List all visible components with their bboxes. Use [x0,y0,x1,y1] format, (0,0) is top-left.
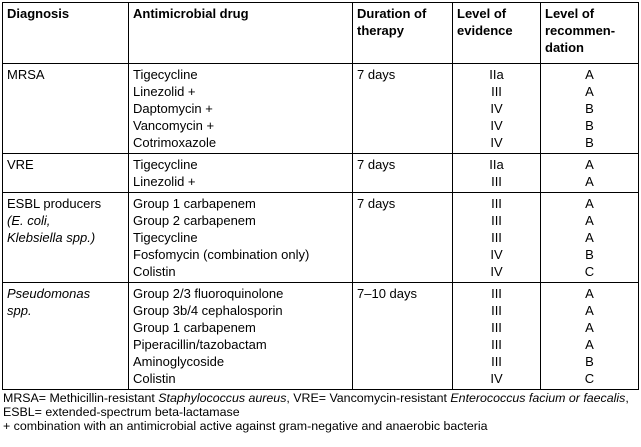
diagnosis-cell [3,154,129,193]
evidence-level: III [491,230,502,245]
drug-name: Tigecycline [133,157,198,172]
recommendation-cell [541,154,639,193]
evidence-level: IIa [489,157,504,172]
table-footnote [3,391,637,433]
recommendation-cell [541,64,639,154]
recommendation-level: C [584,264,595,279]
recommendation-level: B [585,247,594,262]
evidence-level: III [491,286,502,301]
recommendation-level: A [585,337,594,352]
evidence-level: IV [490,264,503,279]
recommendation-level: A [585,157,594,172]
drug-name: Group 1 carbapenem [133,196,256,211]
recommendation-cell [541,193,639,283]
diagnosis-text: VRE [7,157,34,172]
table-row [3,193,639,283]
duration-text: 7 days [357,67,396,82]
recommendation-level: B [585,354,594,369]
recommendation-level: A [585,286,594,301]
evidence-level: IV [490,247,503,262]
header-evidence: Level of evidence [453,3,541,64]
recommendation-level: B [585,135,594,150]
drug-cell [129,64,353,154]
evidence-level: III [491,174,502,189]
drug-cell [129,193,353,283]
drug-name: Tigecycline [133,230,198,245]
recommendation-level: C [584,371,595,386]
drug-name: Colistin [133,371,176,386]
evidence-level: IV [490,118,503,133]
header-diagnosis: Diagnosis [3,3,129,64]
evidence-level: IV [490,101,503,116]
diagnosis-cell [3,283,129,390]
evidence-level: IV [490,371,503,386]
drug-name: Tigecycline [133,67,198,82]
drug-name: Vancomycin + [133,118,215,133]
recommendation-level: B [585,101,594,116]
abbreviation-note: MRSA= Methicillin-resistant Staphylococcus aureus, VRE= Vancomycin-resistant Enterococcus facium or faecalis, ESBL= extended-spectrum beta-lactamase [3,391,629,419]
header-drug: Antimicrobial drug [129,3,353,64]
drug-cell [129,283,353,390]
diagnosis-cell [3,64,129,154]
duration-text: 7 days [357,196,396,211]
table-header-row [3,3,639,64]
table-row [3,64,639,154]
evidence-level: III [491,337,502,352]
recommendation-level: A [585,320,594,335]
header-duration: Duration of therapy [353,3,453,64]
table-row [3,283,639,390]
recommendation-level: A [585,213,594,228]
diagnosis-text: Klebsiella spp.) [7,230,96,245]
drug-name: Group 2/3 fluoroquinolone [133,286,284,301]
duration-cell [353,193,453,283]
recommendation-level: B [585,118,594,133]
drug-name: Linezolid + [133,84,196,99]
diagnosis-text: Pseudomonas [7,286,91,301]
recommendation-level: A [585,303,594,318]
duration-cell [353,64,453,154]
table-row [3,154,639,193]
diagnosis-text: ESBL producers [7,196,102,211]
evidence-cell [453,64,541,154]
drug-name: Daptomycin + [133,101,213,116]
therapy-table [2,2,639,390]
evidence-level: III [491,196,502,211]
evidence-level: III [491,354,502,369]
recommendation-cell [541,283,639,390]
diagnosis-text: spp. [7,303,32,318]
drug-name: Linezolid + [133,174,196,189]
duration-cell [353,283,453,390]
evidence-cell [453,154,541,193]
combination-note: + combination with an antimicrobial active against gram-negative and anaerobic bacteria [3,419,488,433]
drug-cell [129,154,353,193]
evidence-level: III [491,84,502,99]
drug-name: Group 3b/4 cephalosporin [133,303,283,318]
duration-text: 7 days [357,157,396,172]
recommendation-level: A [585,67,594,82]
header-recommendation: Level of recommen-dation [541,3,639,64]
duration-cell [353,154,453,193]
evidence-level: III [491,303,502,318]
recommendation-level: A [585,174,594,189]
evidence-level: III [491,320,502,335]
diagnosis-text: MRSA [7,67,45,82]
duration-text: 7–10 days [357,286,417,301]
drug-name: Colistin [133,264,176,279]
diagnosis-text: (E. coli, [7,213,51,228]
evidence-level: IIa [489,67,504,82]
diagnosis-cell [3,193,129,283]
evidence-level: III [491,213,502,228]
drug-name: Aminoglycoside [133,354,225,369]
drug-name: Cotrimoxazole [133,135,217,150]
drug-name: Group 2 carbapenem [133,213,256,228]
recommendation-level: A [585,196,594,211]
recommendation-level: A [585,230,594,245]
drug-name: Group 1 carbapenem [133,320,256,335]
drug-name: Fosfomycin (combination only) [133,247,310,262]
drug-name: Piperacillin/tazobactam [133,337,267,352]
evidence-cell [453,283,541,390]
recommendation-level: A [585,84,594,99]
evidence-level: IV [490,135,503,150]
evidence-cell [453,193,541,283]
